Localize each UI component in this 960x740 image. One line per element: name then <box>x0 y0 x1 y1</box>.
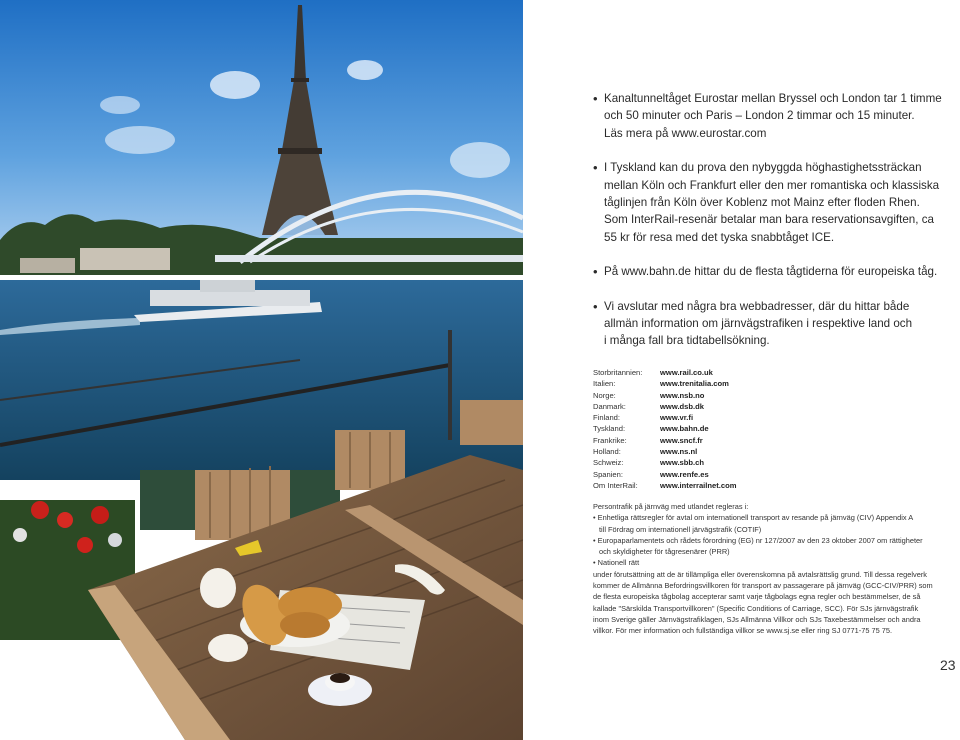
country-label: Spanien: <box>593 469 623 479</box>
bullet-line: Vi avslutar med några bra webbadresser, där du hittar både <box>604 299 910 313</box>
country-label: Italien: <box>593 379 616 389</box>
bullet-dot-icon: • <box>593 160 598 176</box>
link-row <box>593 378 893 389</box>
country-label: Schweiz: <box>593 458 624 468</box>
url-link[interactable]: www.renfe.es <box>660 469 709 479</box>
country-label: Frankrike: <box>593 435 627 445</box>
bullet-line: mellan Köln och Frankfurt eller den mer romantiska och klassiska <box>604 178 940 192</box>
country-label: Norge: <box>593 390 616 400</box>
bullet-line: På www.bahn.de hittar du de flesta tågtiderna för europeiska tåg. <box>604 265 938 279</box>
link-row <box>593 457 893 468</box>
fine-print-line: • Enhetliga rättsregler för avtal om internationell transport av resande på järnväg (CIV) Appendix A <box>593 513 914 523</box>
url-link[interactable]: www.sncf.fr <box>660 435 703 445</box>
url-link[interactable]: www.dsb.dk <box>660 401 705 411</box>
link-row <box>593 423 893 434</box>
bullet-line: 55 kr för resa med det tyska snabbtåget ICE. <box>604 230 835 244</box>
link-row <box>593 412 893 423</box>
bullet-webbadresser <box>593 298 953 350</box>
url-link[interactable]: www.trenitalia.com <box>660 379 729 389</box>
country-label: Tyskland: <box>593 424 626 434</box>
country-label: Storbritannien: <box>593 368 643 377</box>
page-number: 23 <box>940 657 956 673</box>
url-link[interactable]: www.ns.nl <box>660 447 698 457</box>
bullet-line: och 50 minuter och Paris – London 2 timmar och 15 minuter. <box>604 109 915 123</box>
info-text-column <box>593 90 953 367</box>
link-row <box>593 401 893 412</box>
url-link[interactable]: www.bahn.de <box>660 424 709 434</box>
bullet-dot-icon: • <box>593 91 598 106</box>
fine-print-line: de flesta europeiska tågbolag accepterar samt varje tågbolags egna regler och bestämmelser, de så <box>593 592 921 602</box>
fine-print <box>593 501 953 637</box>
bullet-line: allmän information om järnvägstrafiken i respektive land och <box>604 317 913 331</box>
bullet-tyskland <box>593 159 953 246</box>
url-link[interactable]: www.sbb.ch <box>660 458 705 468</box>
link-list <box>593 367 893 491</box>
fine-print-line: • Nationell rätt <box>593 558 640 568</box>
country-label: Holland: <box>593 447 621 457</box>
bullet-line: Som InterRail-resenär betalar man bara reservationsavgiften, ca <box>604 213 934 227</box>
link-row <box>593 469 893 480</box>
bullet-eurostar <box>593 90 953 142</box>
fine-print-line: under förutsättning att de är tillämpliga eller överenskomna på avtalsrättslig grund. Till dessa regelverk <box>593 569 927 579</box>
bullet-line: I Tyskland kan du prova den nybyggda höghastighetssträckan <box>604 161 922 175</box>
country-label: Danmark: <box>593 401 626 411</box>
bullet-line: i många fall bra tidtabellsökning. <box>604 334 770 348</box>
fine-print-line: och skyldigheter för tågresenärer (PRR) <box>599 547 730 557</box>
link-row <box>593 435 893 446</box>
fine-print-line: • Europaparlamentets och rådets förordning (EG) nr 127/2007 av den 23 oktober 2007 om rättigheter <box>593 535 923 545</box>
fine-print-line: villkor. För mer information och fullständiga villkor se www.sj.se eller ring SJ 0771-75 75 75. <box>593 626 893 636</box>
bullet-line: Kanaltunneltåget Eurostar mellan Bryssel och London tar 1 timme <box>604 92 942 105</box>
fine-print-line: kallade "Särskilda Transportvillkoren" (Specific Conditions of Carriage, SCC). För SJs järnvägstrafik <box>593 603 919 613</box>
url-link[interactable]: www.vr.fi <box>660 413 694 423</box>
link-row <box>593 367 893 378</box>
bullet-bahn <box>593 263 953 280</box>
url-link[interactable]: www.nsb.no <box>660 390 705 400</box>
link-row <box>593 390 893 401</box>
country-label: Om InterRail: <box>593 480 638 490</box>
link-row <box>593 480 893 491</box>
link-row <box>593 446 893 457</box>
fine-print-line: inom Sverige gäller Järnvägstrafiklagen, SJs Allmänna Villkor och SJs Taxebestämmelser och andra <box>593 614 921 624</box>
bullet-dot-icon: • <box>593 298 598 314</box>
country-label: Finland: <box>593 413 621 423</box>
bullet-line: tåglinjen från Köln över Koblenz mot Mainz efter floden Rhen. <box>604 196 920 210</box>
bullet-dot-icon: • <box>593 264 598 280</box>
url-link[interactable]: www.interrailnet.com <box>660 480 737 490</box>
fine-print-line: till Fördrag om internationell järvägstrafik (COTIF) <box>599 524 762 534</box>
fine-print-line: Persontrafik på järnväg med utlandet regleras i: <box>593 502 749 511</box>
fine-print-line: kommer de Allmänna Befordringsvillkoren för transport av passagerare på järnväg (GCC-CIV/PRR) som <box>593 581 933 591</box>
bullet-line: Läs mera på www.eurostar.com <box>604 126 767 140</box>
url-link[interactable]: www.rail.co.uk <box>660 368 713 377</box>
